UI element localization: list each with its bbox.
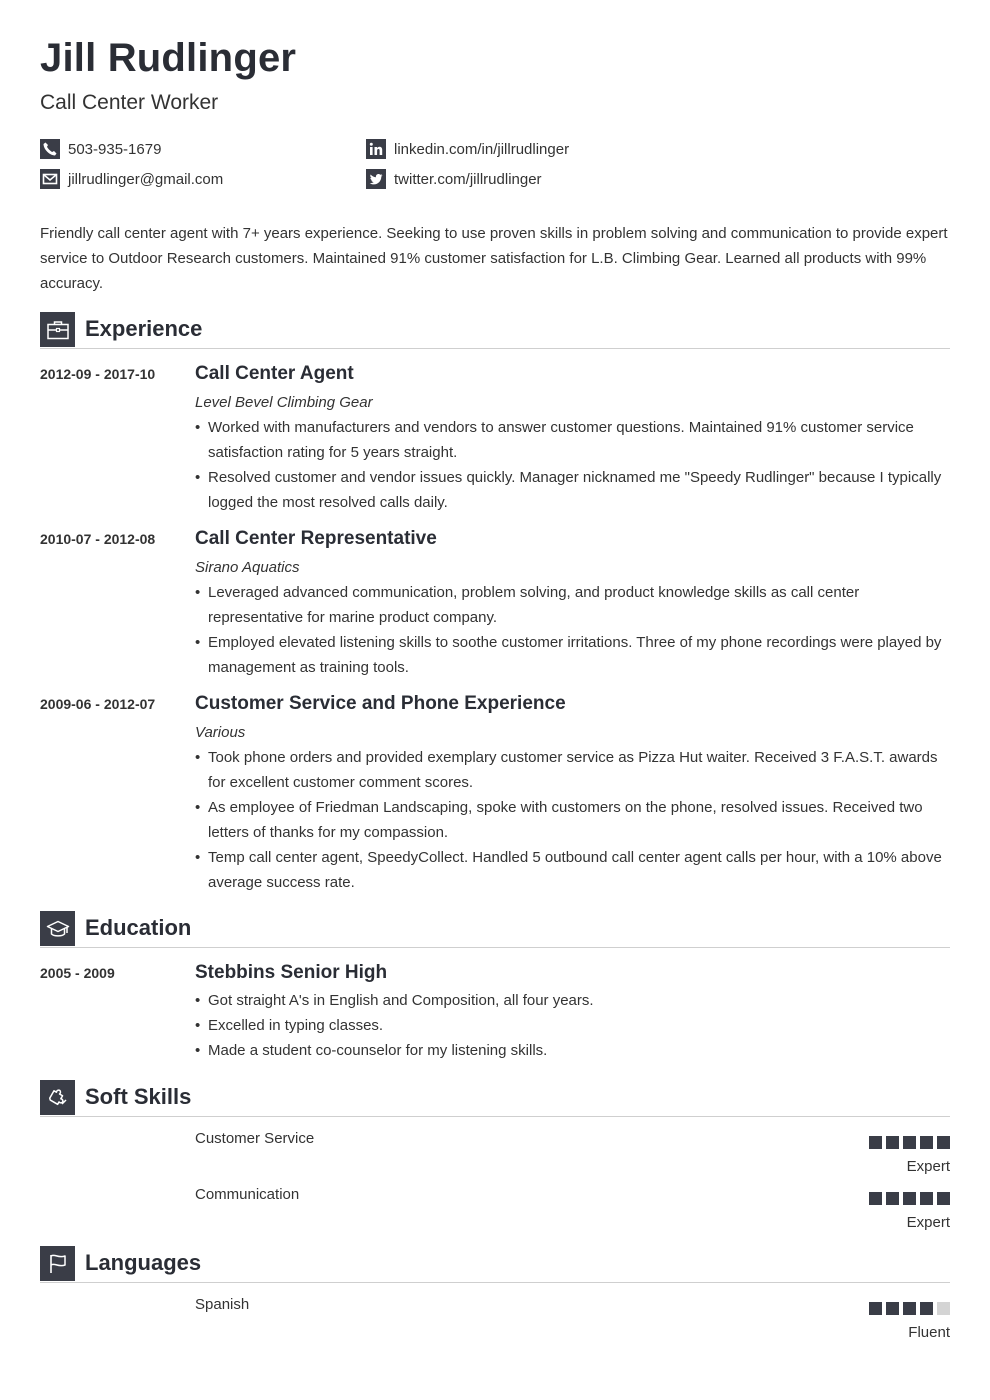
bullet-item: • Made a student co-counselor for my listening skills. bbox=[195, 1038, 950, 1063]
profile-summary: Friendly call center agent with 7+ years experience. Seeking to use proven skills in problem solving and communication to provide expert service to Outdoor Research customers. Maintained 91% customer satisfaction for L.B. Climbing Gear. Learned all products with 99% accuracy. bbox=[40, 225, 948, 292]
experience-heading: Experience bbox=[85, 316, 203, 341]
bullet-item: • Temp call center agent, SpeedyCollect. Handled 5 outbound call center agent calls per hour, with a 10% above average success rate. bbox=[195, 845, 950, 895]
contact-phone[interactable] bbox=[40, 139, 161, 159]
company-name: Level Bevel Climbing Gear bbox=[195, 394, 373, 411]
bullet-list bbox=[195, 415, 950, 515]
candidate-name: Jill Rudlinger bbox=[40, 36, 297, 80]
experience-section-header bbox=[40, 312, 950, 349]
rating-square-filled bbox=[886, 1136, 899, 1149]
skill-name: Communication bbox=[195, 1186, 300, 1203]
flag-icon bbox=[40, 1246, 75, 1281]
rating-square-filled bbox=[869, 1192, 882, 1205]
skill-level: Expert bbox=[906, 1158, 950, 1175]
soft-skills-section-header bbox=[40, 1080, 950, 1117]
linkedin-icon bbox=[366, 139, 386, 159]
skill-name: Customer Service bbox=[195, 1130, 315, 1147]
puzzle-icon bbox=[40, 1080, 75, 1115]
rating-square-filled bbox=[869, 1302, 882, 1315]
skill-rating bbox=[869, 1136, 950, 1149]
rating-square-empty bbox=[937, 1302, 950, 1315]
language-name: Spanish bbox=[195, 1296, 250, 1313]
languages-section-header bbox=[40, 1246, 950, 1283]
twitter-text: twitter.com/jillrudlinger bbox=[394, 170, 542, 188]
candidate-title: Call Center Worker bbox=[40, 91, 219, 114]
entry-date: 2010-07 - 2012-08 bbox=[40, 531, 156, 547]
education-section-header bbox=[40, 911, 950, 948]
rating-square-filled bbox=[869, 1136, 882, 1149]
bullet-item: • Got straight A's in English and Composition, all four years. bbox=[195, 988, 950, 1013]
rating-square-filled bbox=[903, 1302, 916, 1315]
job-title: Call Center Representative bbox=[195, 528, 437, 549]
bullet-item: • Employed elevated listening skills to soothe customer irritations. Three of my phone recordings were played by management as training tools. bbox=[195, 630, 950, 680]
language-rating bbox=[869, 1302, 950, 1315]
email-text: jillrudlinger@gmail.com bbox=[68, 170, 224, 188]
twitter-icon bbox=[366, 169, 386, 189]
bullet-item: • Took phone orders and provided exemplary customer service as Pizza Hut waiter. Received 3 F.A.S.T. awards for excellent customer comment scores. bbox=[195, 745, 950, 795]
bullet-item: • Worked with manufacturers and vendors to answer customer questions. Maintained 91% customer service satisfaction rating for 5 years straight. bbox=[195, 415, 950, 465]
contact-linkedin[interactable] bbox=[366, 139, 569, 159]
company-name: Sirano Aquatics bbox=[195, 559, 300, 576]
rating-square-filled bbox=[886, 1192, 899, 1205]
rating-square-filled bbox=[920, 1302, 933, 1315]
bullet-item: • As employee of Friedman Landscaping, spoke with customers on the phone, resolved issues. Received two letters of thanks for my compassion. bbox=[195, 795, 950, 845]
rating-square-filled bbox=[920, 1136, 933, 1149]
rating-square-filled bbox=[886, 1302, 899, 1315]
job-title: Customer Service and Phone Experience bbox=[195, 693, 566, 714]
entry-date: 2009-06 - 2012-07 bbox=[40, 696, 156, 712]
entry-date: 2005 - 2009 bbox=[40, 965, 115, 981]
school-name: Stebbins Senior High bbox=[195, 962, 388, 983]
company-name: Various bbox=[195, 724, 246, 741]
bullet-list bbox=[195, 580, 950, 680]
graduation-cap-icon bbox=[40, 911, 75, 946]
envelope-icon bbox=[40, 169, 60, 189]
rating-square-filled bbox=[920, 1192, 933, 1205]
education-heading: Education bbox=[85, 915, 192, 940]
rating-square-filled bbox=[903, 1192, 916, 1205]
skill-rating bbox=[869, 1192, 950, 1205]
skill-row bbox=[195, 1186, 950, 1236]
bullet-item: • Excelled in typing classes. bbox=[195, 1013, 950, 1038]
contact-twitter[interactable] bbox=[366, 169, 542, 189]
linkedin-text: linkedin.com/in/jillrudlinger bbox=[394, 140, 570, 158]
bullet-item: • Leveraged advanced communication, problem solving, and product knowledge skills as call center representative for marine product company. bbox=[195, 580, 950, 630]
rating-square-filled bbox=[903, 1136, 916, 1149]
skill-row bbox=[195, 1130, 950, 1180]
bullet-list bbox=[195, 745, 950, 895]
rating-square-filled bbox=[937, 1192, 950, 1205]
soft-skills-heading: Soft Skills bbox=[85, 1084, 192, 1109]
language-row bbox=[195, 1296, 950, 1346]
skill-level: Expert bbox=[906, 1214, 950, 1231]
language-level: Fluent bbox=[908, 1324, 950, 1341]
rating-square-filled bbox=[937, 1136, 950, 1149]
phone-icon bbox=[40, 139, 60, 159]
contact-email[interactable] bbox=[40, 169, 223, 189]
job-title: Call Center Agent bbox=[195, 363, 354, 384]
bullet-list bbox=[195, 988, 950, 1063]
entry-date: 2012-09 - 2017-10 bbox=[40, 366, 156, 382]
bullet-item: • Resolved customer and vendor issues quickly. Manager nicknamed me "Speedy Rudlinger" because I typically logged the most resolved calls daily. bbox=[195, 465, 950, 515]
phone-text: 503-935-1679 bbox=[68, 140, 162, 158]
briefcase-icon bbox=[40, 312, 75, 347]
languages-heading: Languages bbox=[85, 1250, 202, 1275]
